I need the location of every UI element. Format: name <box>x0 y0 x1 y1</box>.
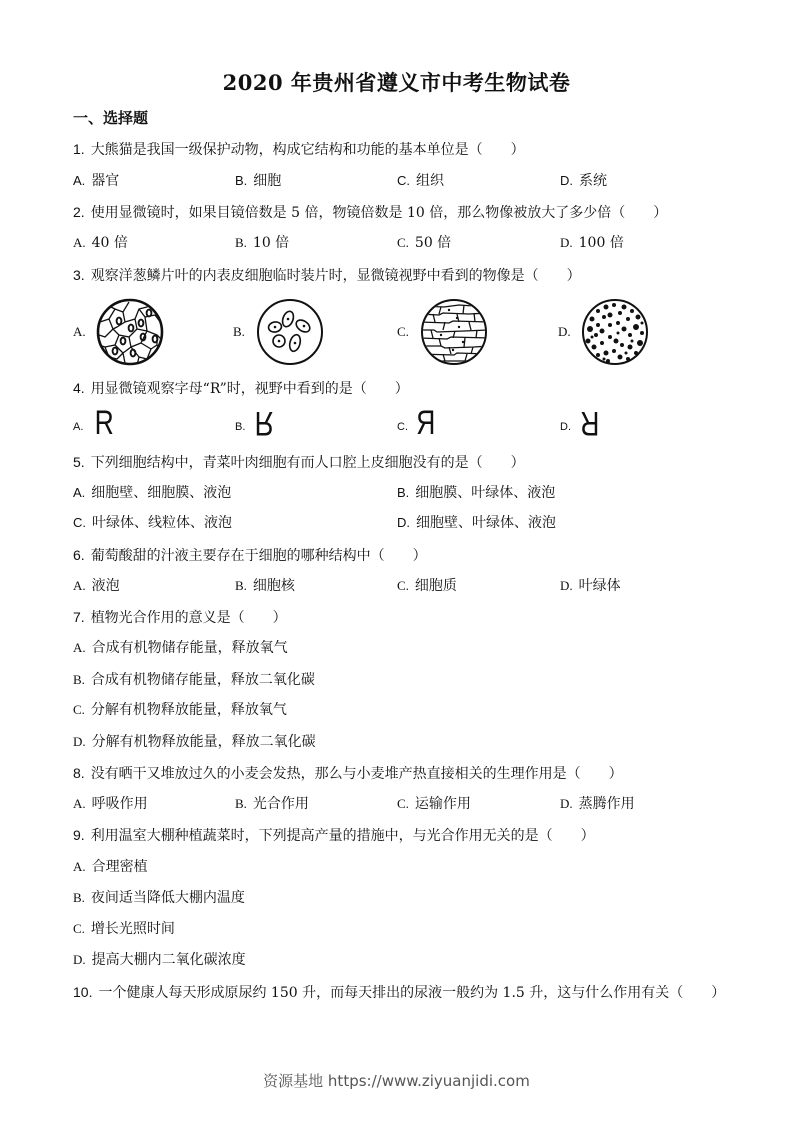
dotted-cells-micrograph-icon <box>580 297 650 367</box>
option-text: 细胞壁、叶绿体、液泡 <box>416 515 556 531</box>
option-text: 提高大棚内二氧化碳浓度 <box>91 952 246 968</box>
option-label: A. <box>73 578 86 593</box>
option-text: 运输作用 <box>414 796 471 812</box>
question-number: 3. <box>73 267 85 283</box>
option-label: B. <box>233 324 245 339</box>
letter-r-normal: R <box>94 404 114 442</box>
option-label: D. <box>560 173 573 188</box>
irregular-cells-micrograph-icon <box>95 297 165 367</box>
option-label: A. <box>73 421 84 433</box>
option-a[interactable] <box>73 484 231 502</box>
question-stem: 一个健康人每天形成原尿约 150 升，而每天排出的尿液一般约为 1.5 升，这与什么作用有关（ ） <box>98 985 726 1001</box>
footer-watermark: 资源基地 https://www.ziyuanjidi.com <box>263 1072 530 1090</box>
question-1 <box>73 140 525 158</box>
question-stem: 下列细胞结构中，青菜叶肉细胞有而人口腔上皮细胞没有的是（ ） <box>90 455 525 471</box>
option-label: A. <box>73 235 86 250</box>
question-number: 2. <box>73 204 85 220</box>
question-stem: 使用显微镜时，如果目镜倍数是 5 倍，物镜倍数是 10 倍，那么物像被放大了多少倍（ ） <box>90 205 668 221</box>
option-text: 合理密植 <box>91 859 148 875</box>
option-text: 分解有机物释放能量，释放氧气 <box>90 702 287 718</box>
option-a[interactable] <box>73 577 120 595</box>
option-label: D. <box>560 796 573 811</box>
option-text: 细胞质 <box>414 578 457 594</box>
option-label: A. <box>73 173 86 188</box>
option-b[interactable] <box>235 577 295 595</box>
option-c[interactable] <box>73 514 232 532</box>
option-a[interactable] <box>73 234 128 252</box>
question-10 <box>73 983 725 1001</box>
option-label: A. <box>73 324 86 339</box>
option-text: 合成有机物储存能量，释放氧气 <box>91 640 288 656</box>
option-text: 50 倍 <box>414 235 452 251</box>
option-b[interactable] <box>397 484 555 502</box>
question-8 <box>73 764 623 782</box>
option-text: 细胞 <box>253 173 282 189</box>
option-c[interactable] <box>397 172 444 190</box>
question-2 <box>73 203 667 221</box>
option-label: B. <box>73 672 85 687</box>
option-label: C. <box>73 702 85 717</box>
rectangular-cells-micrograph-icon <box>419 297 489 367</box>
option-label: C. <box>73 515 86 530</box>
option-label: B. <box>235 173 248 188</box>
question-number: 4. <box>73 380 85 396</box>
option-c[interactable] <box>397 234 451 252</box>
option-text: 组织 <box>416 173 444 189</box>
option-d[interactable] <box>560 172 607 190</box>
option-c[interactable] <box>397 577 457 595</box>
option-b[interactable] <box>73 671 315 689</box>
section-heading: 一、选择题 <box>73 109 149 127</box>
option-label: D. <box>560 235 573 250</box>
option-c[interactable] <box>73 701 287 719</box>
option-text: 器官 <box>91 173 120 189</box>
option-text: 液泡 <box>91 578 120 594</box>
option-b[interactable] <box>235 172 281 190</box>
question-number: 8. <box>73 765 85 781</box>
option-label: D. <box>73 952 86 967</box>
question-stem: 葡萄酸甜的汁液主要存在于细胞的哪种结构中（ ） <box>90 548 427 564</box>
option-text: 10 倍 <box>252 235 290 251</box>
option-text: 夜间适当降低大棚内温度 <box>90 890 245 906</box>
option-text: 叶绿体、线粒体、液泡 <box>92 515 232 531</box>
option-d[interactable] <box>560 577 621 595</box>
option-label: D. <box>560 578 573 593</box>
option-d[interactable] <box>73 733 316 751</box>
option-label: A. <box>73 485 86 500</box>
option-a[interactable] <box>73 795 148 813</box>
question-stem: 没有晒干又堆放过久的小麦会发热，那么与小麦堆产热直接相关的生理作用是（ ） <box>90 766 623 782</box>
option-label: A. <box>73 640 86 655</box>
option-label: B. <box>235 235 247 250</box>
option-b[interactable] <box>73 889 245 907</box>
option-label: D. <box>73 734 86 749</box>
option-text: 100 倍 <box>578 235 624 251</box>
option-d[interactable] <box>560 234 624 252</box>
question-stem: 观察洋葱鳞片叶的内表皮细胞临时装片时，显微镜视野中看到的物像是（ ） <box>90 268 581 284</box>
option-d[interactable] <box>73 951 246 969</box>
letter-r-flipped-vertical: R <box>254 404 274 442</box>
option-text: 细胞膜、叶绿体、液泡 <box>415 485 556 501</box>
option-label: A. <box>73 796 86 811</box>
option-a[interactable] <box>73 639 288 657</box>
question-6 <box>73 546 427 564</box>
option-label: C. <box>397 324 409 339</box>
option-text: 呼吸作用 <box>91 796 148 812</box>
option-label: C. <box>397 235 409 250</box>
letter-r-mirrored: R <box>416 404 436 442</box>
question-number: 6. <box>73 547 85 563</box>
question-number: 7. <box>73 609 85 625</box>
option-a[interactable] <box>73 172 119 190</box>
question-4 <box>73 379 409 397</box>
option-label: C. <box>397 796 409 811</box>
option-label: A. <box>73 859 86 874</box>
option-label: C. <box>397 578 409 593</box>
option-text: 合成有机物储存能量，释放二氧化碳 <box>90 672 315 688</box>
question-stem: 植物光合作用的意义是（ ） <box>90 610 287 626</box>
question-5 <box>73 453 525 471</box>
question-number: 9. <box>73 827 85 843</box>
question-stem: 大熊猫是我国一级保护动物，构成它结构和功能的基本单位是（ ） <box>90 142 525 158</box>
option-label: C. <box>397 421 408 433</box>
option-a[interactable] <box>73 858 148 876</box>
option-text: 分解有机物释放能量，释放二氧化碳 <box>91 734 316 750</box>
option-label: B. <box>235 578 247 593</box>
option-b[interactable] <box>235 795 309 813</box>
question-9 <box>73 826 595 844</box>
option-label: B. <box>397 485 410 500</box>
question-number: 5. <box>73 454 85 470</box>
option-label: B. <box>235 796 247 811</box>
option-b[interactable] <box>235 234 289 252</box>
option-label: D. <box>397 515 410 530</box>
question-3 <box>73 266 581 284</box>
question-stem: 用显微镜观察字母“R”时，视野中看到的是（ ） <box>90 381 409 397</box>
option-text: 光合作用 <box>252 796 309 812</box>
option-c[interactable] <box>397 795 471 813</box>
option-c[interactable] <box>73 920 175 938</box>
option-label: D. <box>560 421 571 433</box>
question-7 <box>73 608 287 626</box>
question-stem: 利用温室大棚种植蔬菜时，下列提高产量的措施中，与光合作用无关的是（ ） <box>90 828 595 844</box>
letter-r-rotated-180: R <box>580 404 600 442</box>
option-text: 40 倍 <box>91 235 128 251</box>
option-label: B. <box>235 421 246 433</box>
option-d[interactable] <box>397 514 556 532</box>
oval-cells-micrograph-icon <box>255 297 325 367</box>
option-text: 蒸腾作用 <box>578 796 635 812</box>
option-text: 系统 <box>579 173 607 189</box>
option-text: 增长光照时间 <box>90 921 175 937</box>
option-label: B. <box>73 890 85 905</box>
option-label: D. <box>558 324 571 339</box>
option-text: 叶绿体 <box>578 578 621 594</box>
option-d[interactable] <box>560 795 635 813</box>
question-number: 1. <box>73 141 85 157</box>
page-title: 2020 年贵州省遵义市中考生物试卷 <box>222 70 571 95</box>
option-text: 细胞核 <box>252 578 295 594</box>
question-number: 10. <box>73 984 93 1000</box>
option-text: 细胞壁、细胞膜、液泡 <box>91 485 232 501</box>
option-label: C. <box>73 921 85 936</box>
option-label: C. <box>397 173 410 188</box>
